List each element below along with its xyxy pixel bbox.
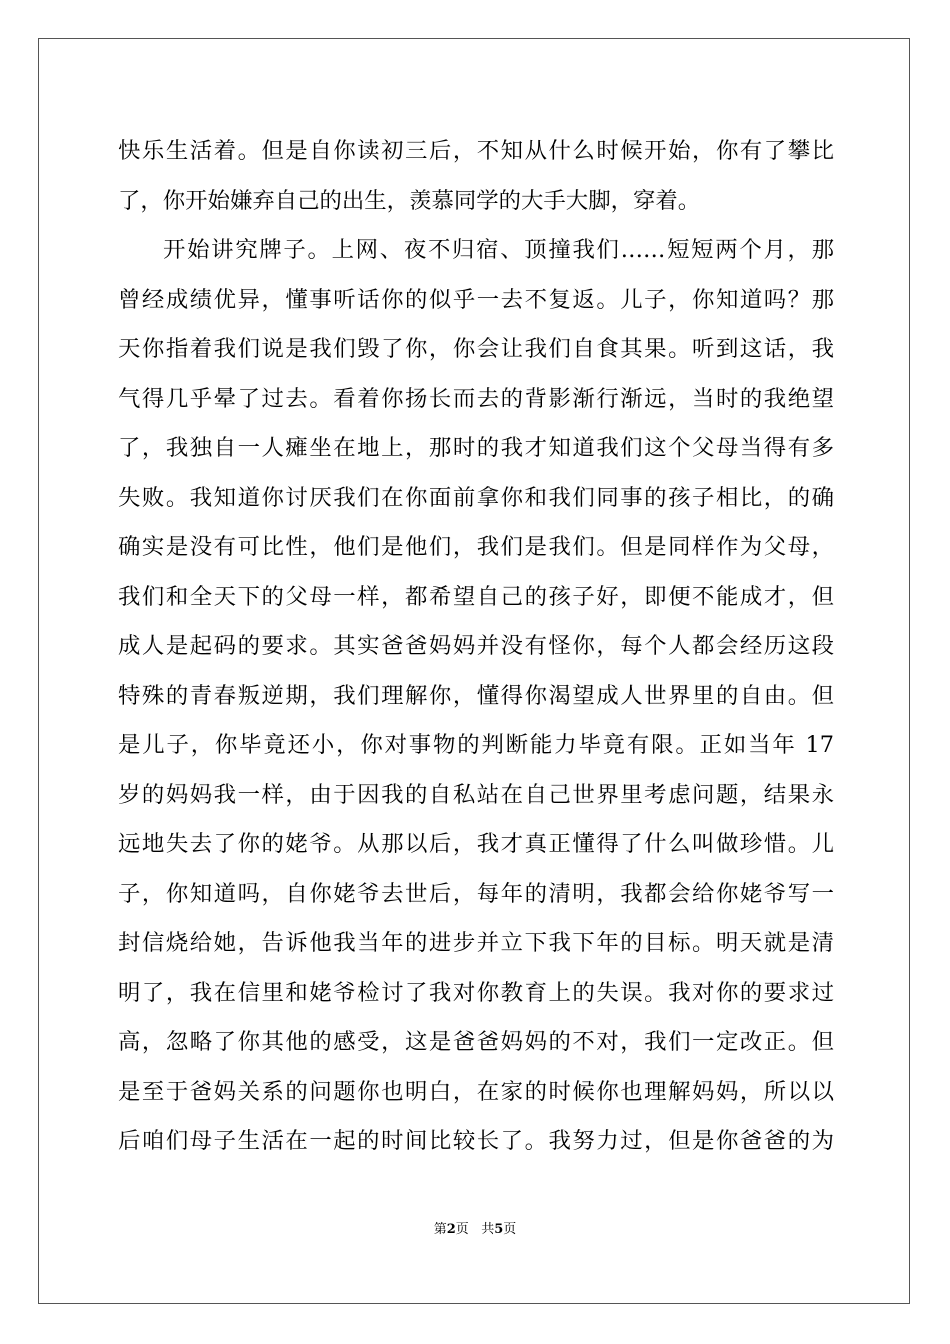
total-page-count: 5 [494, 1222, 504, 1237]
document-body [118, 127, 834, 1167]
footer-prefix: 第 [433, 1222, 447, 1237]
text-line: 快乐生活着。但是自你读初三后，不知从什么时候开始，你有了攀比 [118, 138, 834, 164]
text-line: 后咱们母子生活在一起的时间比较长了。我努力过，但是你爸爸的为 [118, 1128, 834, 1154]
text-line: 失败。我知道你讨厌我们在你面前拿你和我们同事的孩子相比，的确 [118, 484, 834, 511]
current-page-number: 2 [446, 1222, 456, 1237]
footer-page-suffix: 页 [455, 1222, 469, 1237]
text-line: 是至于爸妈关系的问题你也明白，在家的时候你也理解妈妈，所以以 [118, 1078, 834, 1105]
text-line: 气得几乎晕了过去。看着你扬长而去的背影渐行渐远，当时的我绝望 [118, 385, 834, 412]
text-line: 特殊的青春叛逆期，我们理解你，懂得你渴望成人世界里的自由。但 [118, 682, 834, 709]
text-line: 子，你知道吗，自你姥爷去世后，每年的清明，我都会给你姥爷写一 [118, 880, 834, 907]
paragraph-start-line: 开始讲究牌子。上网、夜不归宿、顶撞我们……短短两个月，那 [163, 237, 834, 263]
text-line: 是儿子，你毕竟还小，你对事物的判断能力毕竟有限。正如当年 17 [118, 732, 834, 758]
footer-total-prefix: 共 [481, 1222, 495, 1237]
footer-total-suffix: 页 [503, 1222, 517, 1237]
text-line: 封信烧给她，告诉他我当年的进步并立下我下年的目标。明天就是清 [118, 930, 834, 956]
text-line: 成人是起码的要求。其实爸爸妈妈并没有怪你，每个人都会经历这段 [118, 633, 834, 659]
text-line: 天你指着我们说是我们毁了你，你会让我们自食其果。听到这话，我 [118, 336, 834, 362]
text-line: 曾经成绩优异，懂事听话你的似乎一去不复返。儿子，你知道吗？那 [118, 286, 834, 313]
text-line: 明了，我在信里和姥爷检讨了我对你教育上的失误。我对你的要求过 [118, 979, 834, 1006]
text-line: 了，我独自一人瘫坐在地上，那时的我才知道我们这个父母当得有多 [118, 435, 834, 461]
text-line: 远地失去了你的姥爷。从那以后，我才真正懂得了什么叫做珍惜。儿 [118, 831, 834, 857]
text-line: 确实是没有可比性，他们是他们，我们是我们。但是同样作为父母， [118, 534, 834, 560]
page-number-footer [0, 1221, 950, 1239]
text-line: 了，你开始嫌弃自己的出生，羡慕同学的大手大脚，穿着。 [118, 187, 701, 214]
text-line: 我们和全天下的父母一样，都希望自己的孩子好，即便不能成才，但 [118, 583, 834, 610]
text-line: 岁的妈妈我一样，由于因我的自私站在自己世界里考虑问题，结果永 [118, 781, 834, 808]
text-line: 高，忽略了你其他的感受，这是爸爸妈妈的不对，我们一定改正。但 [118, 1029, 834, 1055]
